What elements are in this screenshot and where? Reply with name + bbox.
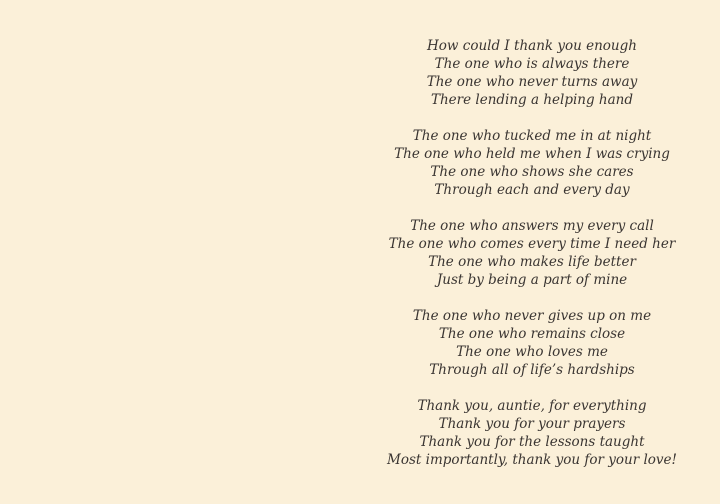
- poem: [387, 37, 677, 469]
- stanza: [387, 127, 677, 199]
- poem-line: The one who tucked me in at night: [412, 128, 652, 144]
- poem-line: The one who comes every time I need her: [388, 236, 676, 252]
- poem-line: The one who loves me: [456, 344, 608, 360]
- poem-line: The one who is always there: [434, 56, 630, 72]
- poem-line: Thank you for the lessons taught: [419, 434, 645, 450]
- poem-line: Just by being a part of mine: [436, 272, 628, 288]
- poem-line: Through each and every day: [434, 182, 630, 198]
- stanza: [387, 307, 677, 379]
- poem-line: The one who shows she cares: [430, 164, 634, 180]
- poem-line: The one who answers my every call: [410, 218, 654, 234]
- poem-line: The one who makes life better: [428, 254, 636, 270]
- poem-line: Thank you, auntie, for everything: [417, 398, 647, 414]
- poem-line: The one who never turns away: [426, 74, 638, 90]
- poem-line: The one who held me when I was crying: [394, 146, 670, 162]
- stanza: [387, 397, 677, 469]
- stanza: [387, 37, 677, 109]
- poem-line: The one who never gives up on me: [412, 308, 652, 324]
- poem-line: The one who remains close: [438, 326, 626, 342]
- poem-line: There lending a helping hand: [430, 92, 634, 108]
- poem-line: Most importantly, thank you for your love!: [387, 452, 677, 468]
- poem-line: Through all of life’s hardships: [429, 362, 635, 378]
- poem-line: How could I thank you enough: [427, 38, 637, 54]
- poem-line: Thank you for your prayers: [438, 416, 626, 432]
- stanza: [387, 217, 677, 289]
